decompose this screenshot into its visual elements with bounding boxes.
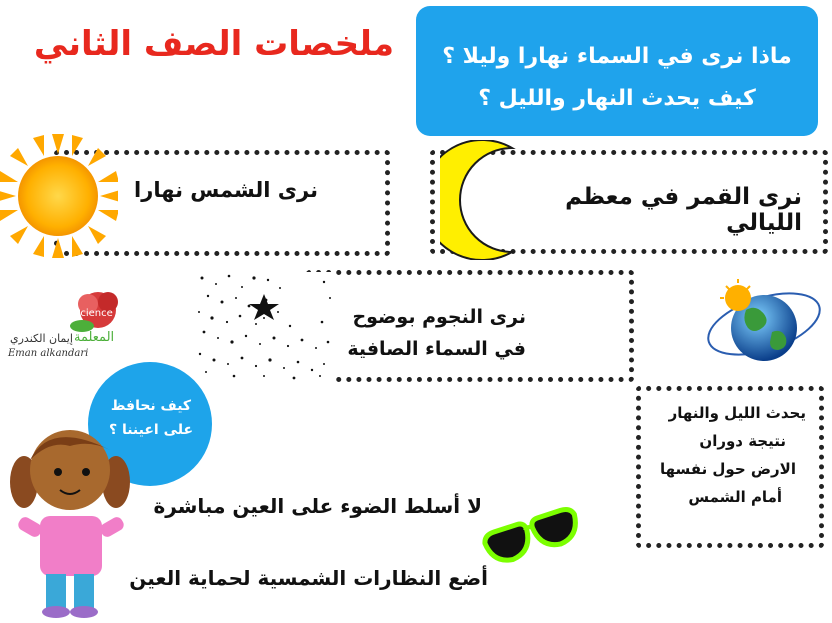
logo-teacher: المعلمة <box>74 330 115 345</box>
rotation-line-4: أمام الشمس <box>688 488 782 506</box>
rotation-line-1: يحدث الليل والنهار <box>668 404 806 422</box>
stars-text-line-1: نرى النجوم بوضوح <box>352 306 526 328</box>
logo-name-ar: إيمان الكندري <box>10 332 73 345</box>
sun-icon <box>0 128 118 266</box>
question-line-1: ماذا نرى في السماء نهارا وليلا ؟ <box>442 44 792 69</box>
tip-2: أضع النظارات الشمسية لحماية العين <box>129 566 488 590</box>
page-title: ملخصات الصف الثاني <box>33 24 394 64</box>
earth-orbit-icon <box>702 270 826 374</box>
sun-box-text: نرى الشمس نهارا <box>134 178 318 202</box>
speech-line-1: كيف نحافظ <box>110 398 192 414</box>
moon-icon <box>440 140 530 260</box>
tip-1: لا أسلط الضوء على العين مباشرة <box>153 494 482 518</box>
sunglasses-icon <box>478 506 590 572</box>
logo-name-en: Eman alkandari <box>8 348 89 359</box>
question-line-2: كيف يحدث النهار والليل ؟ <box>478 86 756 111</box>
stars-text-line-2: في السماء الصافية <box>347 338 526 360</box>
speech-line-2: على اعيننا ؟ <box>108 422 194 438</box>
moon-box-text: نرى القمر في معظم الليالي <box>565 184 802 236</box>
logo-badge: Science <box>74 308 113 319</box>
rotation-line-2: نتيجة دوران <box>699 432 786 450</box>
rotation-line-3: الارض حول نفسها <box>659 460 796 478</box>
girl-illustration <box>4 420 154 620</box>
question-box <box>416 6 818 136</box>
